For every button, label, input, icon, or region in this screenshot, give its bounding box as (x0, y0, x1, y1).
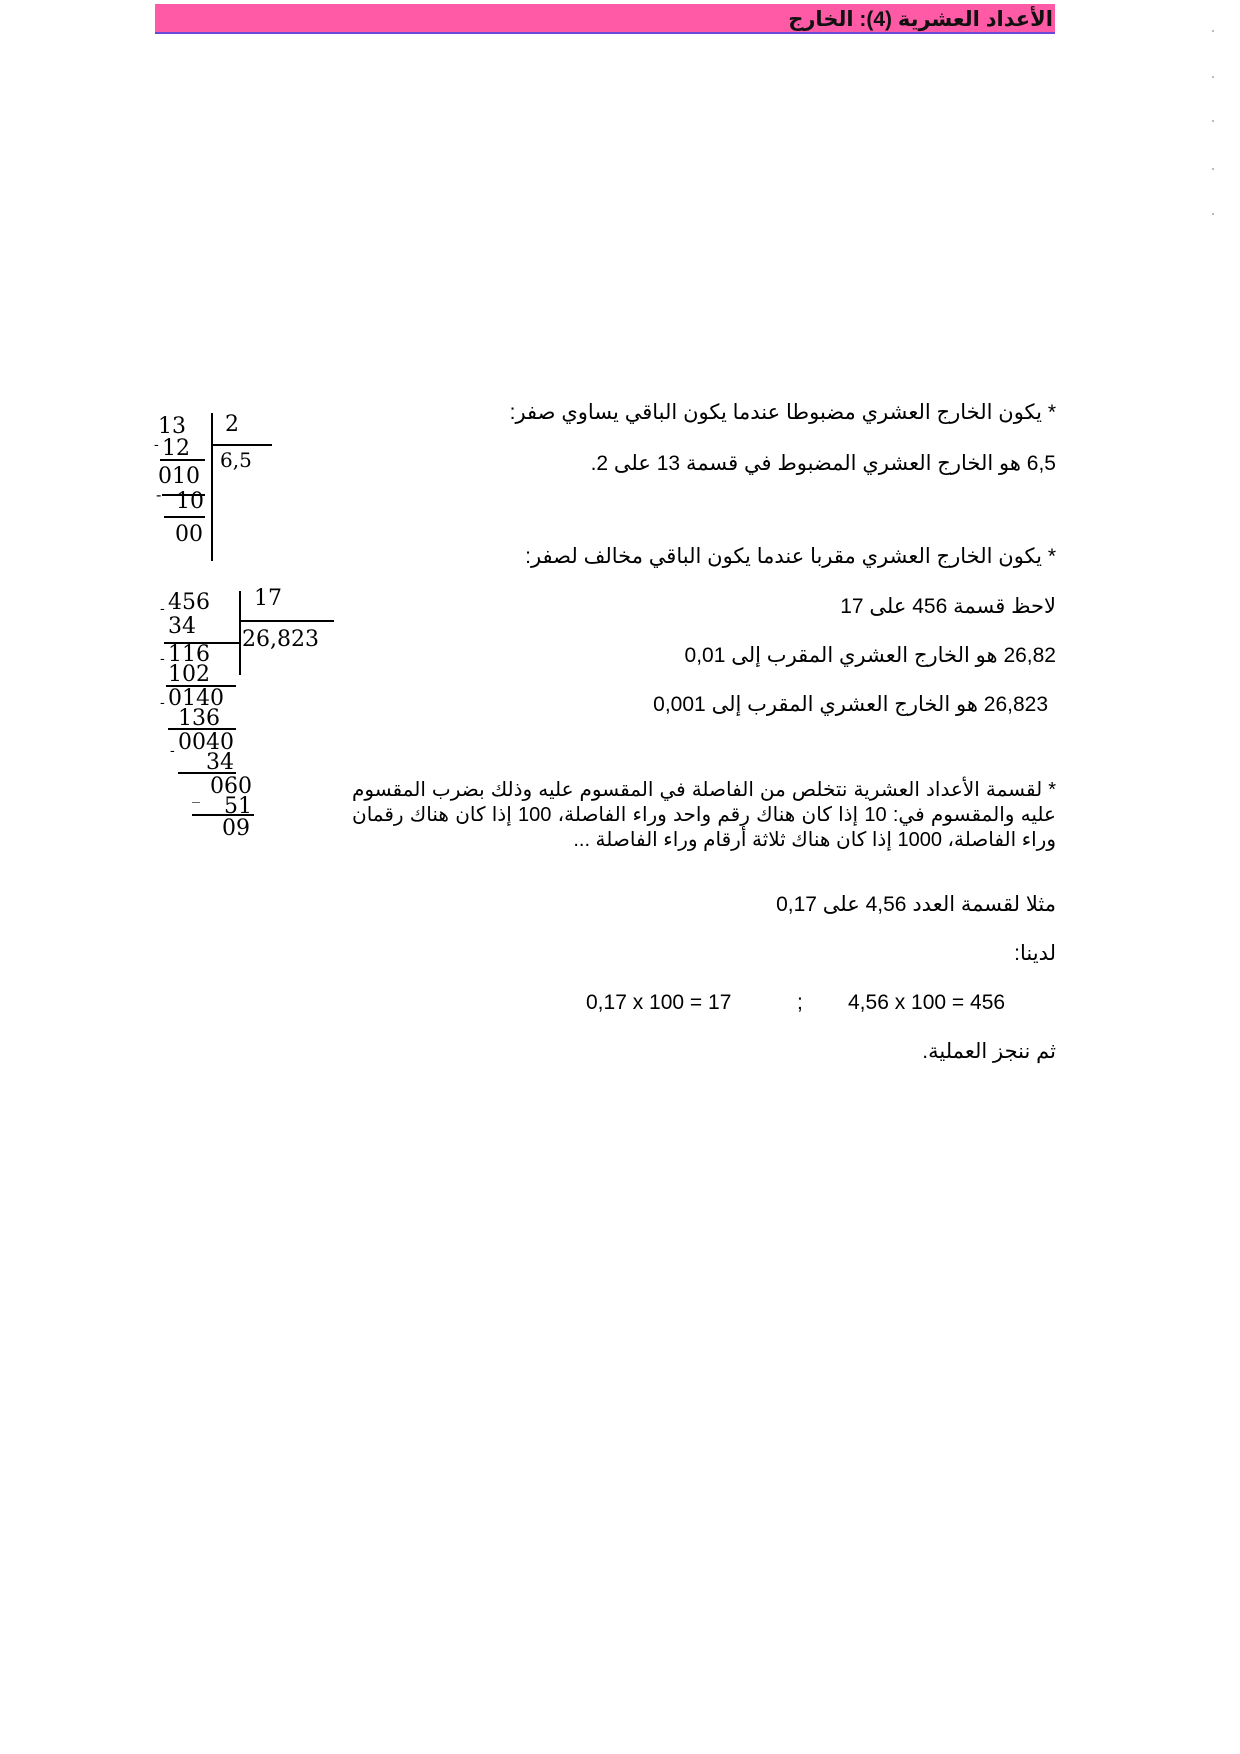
divisor: 17 (254, 586, 282, 611)
long-division-13-by-2 (150, 405, 290, 565)
step: 010 (158, 464, 200, 489)
divisor-rule: * لقسمة الأعداد العشرية نتخلص من الفاصلة في المقسوم عليه وذلك بضرب المقسوم عليه والمقسوم في: 10 إذا كان هناك رقم واحد وراء الفاصلة، 100 إذا كان هناك رقمان وراء الفاصلة، 1000 إذا كان هناك ثلاثة أرقام وراء الفاصلة ... (352, 779, 1056, 851)
step: 136 (178, 706, 220, 731)
header-bar (155, 4, 1055, 34)
exact-rule: * يكون الخارج العشري مضبوطا عندما يكون الباقي يساوي صفر: (509, 401, 1056, 424)
divisor: 2 (225, 412, 239, 437)
step: 12 (162, 436, 190, 461)
equation-left: 0,17 x 100 = 17 (586, 991, 732, 1014)
step: 34 (168, 614, 196, 639)
svg-text:-: - (160, 695, 165, 711)
approx-2: 26,823 هو الخارج العشري المقرب إلى 0,001 (653, 693, 1048, 716)
dividend: 456 (168, 590, 210, 615)
edge-mark (1212, 213, 1214, 215)
step: 102 (168, 662, 210, 687)
step: 0140 (168, 686, 224, 711)
svg-text:-: - (160, 601, 165, 617)
long-division-456-by-17 (150, 583, 350, 853)
step: 51 (224, 794, 252, 819)
quotient: 26,823 (242, 627, 319, 652)
quotient: 6,5 (220, 448, 252, 472)
dividend: 13 (158, 414, 186, 439)
svg-text:-: - (154, 437, 159, 453)
step: 060 (210, 774, 252, 799)
approx-rule: * يكون الخارج العشري مقربا عندما يكون الباقي مخالف لصفر: (525, 545, 1056, 568)
step: 34 (206, 750, 234, 775)
exact-example: 6,5 هو الخارج العشري المضبوط في قسمة 13 على 2. (590, 452, 1056, 475)
approx-note: لاحظ قسمة 456 على 17 (840, 595, 1056, 618)
equation-separator: ; (797, 991, 803, 1014)
step: 00 (175, 522, 203, 547)
step: 09 (222, 816, 250, 841)
edge-mark (1212, 120, 1214, 122)
approx-1: 26,82 هو الخارج العشري المقرب إلى 0,01 (684, 644, 1056, 667)
step: 10 (176, 489, 204, 514)
we-have-label: لدينا: (1014, 942, 1056, 965)
edge-mark (1212, 30, 1214, 32)
page-title: الأعداد العشرية (4): الخارج (788, 8, 1053, 31)
svg-text:-: - (170, 743, 175, 759)
edge-mark (1212, 168, 1214, 170)
step: 116 (168, 642, 210, 667)
step: 0040 (178, 730, 234, 755)
svg-text:-: - (160, 651, 165, 667)
svg-text:-: - (156, 485, 162, 504)
edge-mark (1212, 76, 1214, 78)
equation-right: 4,56 x 100 = 456 (848, 991, 1006, 1014)
conclusion: ثم ننجز العملية. (922, 1040, 1056, 1063)
divisor-example: مثلا لقسمة العدد 4,56 على 0,17 (776, 893, 1056, 916)
svg-text:_: _ (192, 784, 200, 803)
